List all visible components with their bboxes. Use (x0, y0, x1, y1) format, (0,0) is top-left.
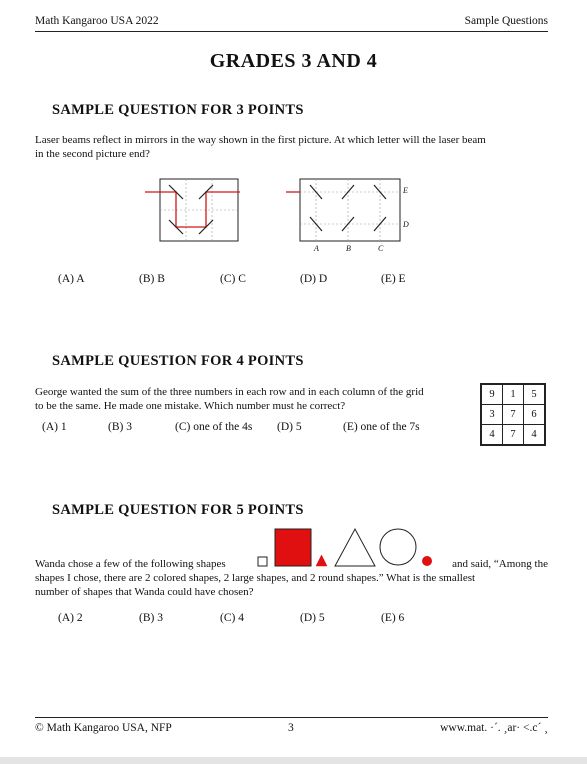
footer-website: www.mat. ·´. ¸ar· <.c´ ¸ (440, 722, 548, 734)
q5-heading: SAMPLE QUESTION FOR 5 POINTS (52, 502, 304, 518)
grid-cell: 5 (524, 385, 545, 405)
grid-cell: 4 (524, 425, 545, 445)
shapes-row (255, 525, 437, 573)
q4-option-e[interactable]: (E) one of the 7s (343, 421, 420, 433)
q5-option-b[interactable]: (B) 3 (139, 612, 163, 624)
q3-option-d[interactable]: (D) D (300, 273, 328, 285)
small-white-square-icon (258, 557, 267, 566)
small-red-circle-icon (422, 556, 432, 566)
grid-cell: 3 (482, 405, 503, 425)
laser-question-figure (286, 172, 416, 262)
large-white-circle-icon (380, 529, 416, 565)
q4-option-d[interactable]: (D) 5 (277, 421, 302, 433)
header-right: Sample Questions (464, 15, 548, 27)
footer-page-number: 3 (288, 722, 294, 734)
laser-beam-path (145, 192, 240, 227)
q5-option-d[interactable]: (D) 5 (300, 612, 325, 624)
grid-cell: 1 (503, 385, 524, 405)
q5-option-c[interactable]: (C) 4 (220, 612, 244, 624)
small-red-triangle-icon (316, 555, 327, 566)
number-grid (481, 384, 545, 445)
figure-label-d: D (403, 220, 409, 229)
footer-rule (35, 717, 548, 718)
grid-cell: 9 (482, 385, 503, 405)
q3-option-e[interactable]: (E) E (381, 273, 406, 285)
figure-label-a: A (314, 244, 319, 253)
grid-cell: 4 (482, 425, 503, 445)
q4-option-c[interactable]: (C) one of the 4s (175, 421, 253, 433)
figure-label-c: C (378, 244, 384, 253)
q3-text-line1: Laser beams reflect in mirrors in the way shown in the first picture. At which letter will the laser beam (35, 134, 486, 146)
q3-text-line2: in the second picture end? (35, 148, 150, 160)
grid-cell: 7 (503, 405, 524, 425)
header-rule (35, 31, 548, 32)
q5-option-e[interactable]: (E) 6 (381, 612, 405, 624)
q3-option-a[interactable]: (A) A (58, 273, 85, 285)
q4-heading: SAMPLE QUESTION FOR 4 POINTS (52, 353, 304, 369)
q5-text-line2: shapes I chose, there are 2 colored shapes, 2 large shapes, and 2 round shapes.” What is the smallest (35, 572, 476, 584)
q3-option-b[interactable]: (B) B (139, 273, 165, 285)
q4-option-b[interactable]: (B) 3 (108, 421, 132, 433)
large-white-triangle-icon (335, 529, 375, 566)
grid-cell: 7 (503, 425, 524, 445)
q4-option-a[interactable]: (A) 1 (42, 421, 67, 433)
laser-example-figure (140, 172, 250, 247)
q5-option-a[interactable]: (A) 2 (58, 612, 83, 624)
header-left: Math Kangaroo USA 2022 (35, 15, 159, 27)
q5-text-line1-end: and said, “Among the (452, 558, 548, 570)
q3-heading: SAMPLE QUESTION FOR 3 POINTS (52, 102, 304, 118)
grid-cell: 6 (524, 405, 545, 425)
large-red-square-icon (275, 529, 311, 566)
q4-text-line2: to be the same. He made one mistake. Which number must he correct? (35, 400, 346, 412)
q5-text-line3: number of shapes that Wanda could have chosen? (35, 586, 254, 598)
q3-option-c[interactable]: (C) C (220, 273, 246, 285)
figure-label-e: E (403, 186, 408, 195)
footer-copyright: © Math Kangaroo USA, NFP (35, 722, 172, 734)
q4-text-line1: George wanted the sum of the three numbers in each row and in each column of the grid (35, 386, 424, 398)
bottom-bar (0, 757, 587, 764)
page-title: GRADES 3 AND 4 (209, 50, 378, 72)
figure-label-b: B (346, 244, 351, 253)
q5-text-line1-start: Wanda chose a few of the following shapes (35, 558, 226, 570)
